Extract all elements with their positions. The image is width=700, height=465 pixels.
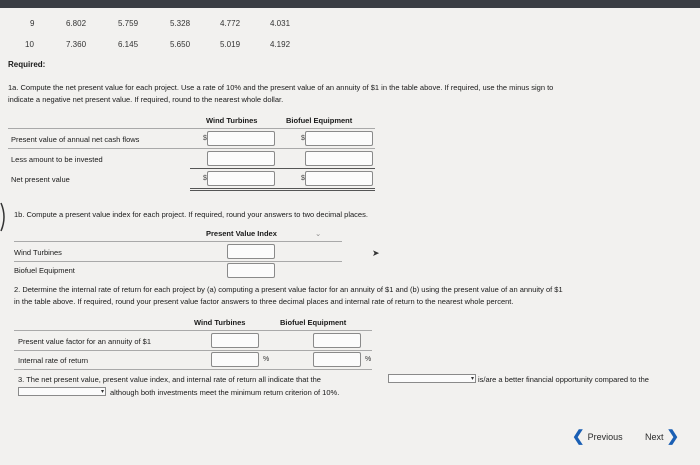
biofuel-pv-cash-flows-input[interactable] (305, 131, 373, 146)
biofuel-pvi-field[interactable] (228, 268, 280, 281)
q3-text-part2: is/are a better financial opportunity compared to the (478, 375, 649, 384)
table-cell: 7.360 (66, 40, 87, 49)
q1a-instructions-line1: 1a. Compute the net present value for each project. Use a rate of 10% and the present value of an annuity of $1 in the table above. If required, use the minus sign to (8, 83, 554, 92)
table-cell: 4.772 (220, 19, 241, 28)
wind-pv-cash-flows-input[interactable] (207, 131, 275, 146)
row-label-biofuel-equipment: Biofuel Equipment (14, 266, 75, 275)
biofuel-npv-input[interactable] (305, 171, 373, 186)
total-line (190, 188, 375, 189)
divider (14, 369, 372, 370)
top-bar (0, 0, 700, 8)
col-header-wind-turbines-2: Wind Turbines (194, 318, 246, 327)
q2-instructions-line1: 2. Determine the internal rate of return for each project by (a) computing a present value factor for an annuity of $1 and (b) using the present value of an annuity of $1 (14, 285, 563, 294)
dropdown-caret-icon: ▾ (470, 376, 474, 382)
q3-text-part3: although both investments meet the minimum return criterion of 10%. (110, 388, 340, 397)
divider (14, 261, 342, 262)
biofuel-pvi-input[interactable] (227, 263, 275, 278)
required-heading: Required: (8, 60, 46, 69)
previous-label: Previous (587, 432, 623, 442)
previous-button[interactable] (572, 428, 623, 445)
total-line (190, 190, 375, 191)
wind-amount-invested-input[interactable] (207, 151, 275, 166)
q3-conclusion-dropdown[interactable] (388, 374, 476, 383)
table-period-9: 9 (30, 19, 35, 28)
wind-npv-input[interactable] (207, 171, 275, 186)
row-label-pv-factor: Present value factor for an annuity of $1 (18, 337, 151, 346)
table-cell: 5.759 (118, 19, 139, 28)
table-cell: 5.650 (170, 40, 191, 49)
table-cell: 5.019 (220, 40, 241, 49)
q1b-instructions: 1b. Compute a present value index for each project. If required, round your answers to two decimal places. (14, 210, 368, 219)
row-label-irr: Internal rate of return (18, 356, 89, 365)
biofuel-pv-factor-input[interactable] (313, 333, 361, 348)
dollar-sign: $ (203, 135, 207, 142)
chevron-icon: ⌄ (315, 229, 322, 238)
col-header-biofuel-equipment: Biofuel Equipment (286, 116, 353, 125)
table-cell: 6.145 (118, 40, 139, 49)
row-label-pv-annual-cash-flows: Present value of annual net cash flows (11, 135, 140, 144)
wind-irr-input[interactable] (211, 352, 259, 367)
row-label-amount-invested: Less amount to be invested (11, 155, 103, 164)
col-header-present-value-index: Present Value Index (206, 229, 277, 238)
col-header-biofuel-equipment-2: Biofuel Equipment (280, 318, 347, 327)
divider (14, 350, 372, 351)
wind-pv-factor-input[interactable] (211, 333, 259, 348)
row-label-wind-turbines: Wind Turbines (14, 248, 62, 257)
table-cell: 5.328 (170, 19, 191, 28)
biofuel-irr-input[interactable] (313, 352, 361, 367)
table-cell: 6.802 (66, 19, 87, 28)
dollar-sign: $ (301, 175, 305, 182)
q3-reason-dropdown[interactable] (18, 387, 106, 396)
table-period-10: 10 (25, 40, 34, 49)
bracket-icon (0, 202, 8, 232)
subtotal-line (190, 168, 375, 169)
q2-instructions-line2: in the table above. If required, round your present value factor answers to three decimal places and internal rate of return to the nearest whole percent. (14, 297, 514, 306)
col-header-wind-turbines: Wind Turbines (206, 116, 258, 125)
divider (8, 148, 375, 149)
dropdown-caret-icon: ▾ (100, 389, 104, 395)
biofuel-amount-invested-input[interactable] (305, 151, 373, 166)
chevron-left-icon: ❮ (572, 428, 585, 445)
next-label: Next (645, 432, 664, 442)
divider (14, 241, 342, 242)
row-label-net-present-value: Net present value (11, 175, 70, 184)
q1a-instructions-line2: indicate a negative net present value. If required, round to the nearest whole dollar. (8, 95, 284, 104)
chevron-right-icon: ❯ (666, 428, 680, 445)
percent-sign: % (365, 356, 372, 363)
dollar-sign: $ (203, 175, 207, 182)
divider (14, 330, 372, 331)
cursor-icon: ➤ (372, 248, 380, 258)
divider (8, 128, 375, 129)
wind-pvi-input[interactable] (227, 244, 275, 259)
table-cell: 4.031 (270, 19, 291, 28)
next-button[interactable] (645, 428, 680, 445)
table-cell: 4.192 (270, 40, 291, 49)
q3-text-part1: 3. The net present value, present value index, and internal rate of return all indicate that the (18, 375, 321, 384)
percent-sign: % (263, 356, 270, 363)
dollar-sign: $ (301, 135, 305, 142)
